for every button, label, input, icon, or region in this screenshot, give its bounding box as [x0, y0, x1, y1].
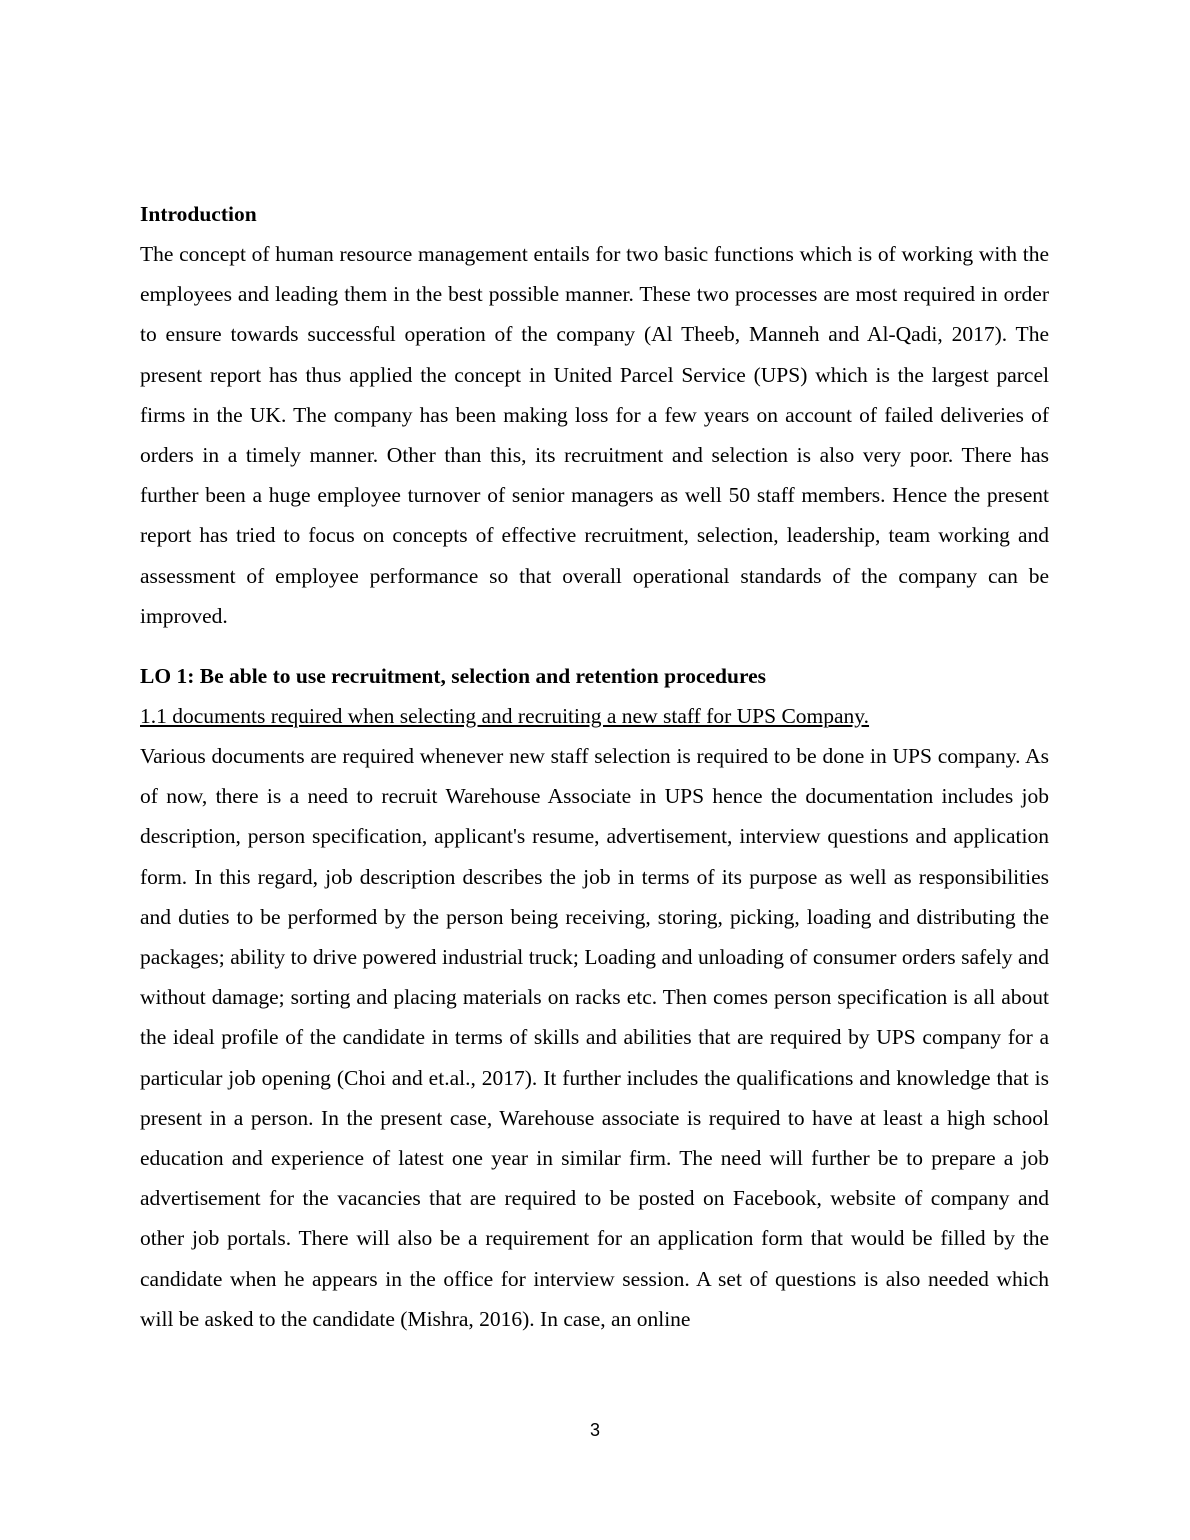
lo1-subheading: 1.1 documents required when selecting and recruiting a new staff for UPS Company.: [140, 704, 870, 729]
page-number: 3: [589, 1420, 600, 1440]
lo1-paragraph: Various documents are required whenever new staff selection is required to be done in UPS company. As of now, there is a need to recruit Warehouse Associate in UPS hence the documentation includes job description, person specification, applicant's resume, advertisement, interview questions and application form. In this regard, job description describes the job in terms of its purpose as well as responsibilities and duties to be performed by the person being receiving, storing, picking, loading and distributing the packages; ability to drive powered industrial truck; Loading and unloading of consumer orders safely and without damage; sorting and placing materials on racks etc. Then comes person specification is all about the ideal profile of the candidate in terms of skills and abilities that are required by UPS company for a particular job opening (Choi and et.al., 2017). It further includes the qualifications and knowledge that is present in a person. In the present case, Warehouse associate is required to have at least a high school education and experience of latest one year in similar firm. The need will further be to prepare a job advertisement for the vacancies that are required to be posted on Facebook, website of company and other job portals. There will also be a requirement for an application form that would be filled by the candidate when he appears in the office for interview session. A set of questions is also needed which will be asked to the candidate (Mishra, 2016). In case, an online: [140, 744, 1049, 1331]
page-content: [140, 194, 1049, 1339]
introduction-heading: Introduction: [140, 202, 257, 226]
introduction-paragraph: The concept of human resource management entails for two basic functions which is of working with the employees and leading them in the best possible manner. These two processes are most required in order to ensure towards successful operation of the company (Al Theeb, Manneh and Al-Qadi, 2017). The present report has thus applied the concept in United Parcel Service (UPS) which is the largest parcel firms in the UK. The company has been making loss for a few years on account of failed deliveries of orders in a timely manner. Other than this, its recruitment and selection is also very poor. There has further been a huge employee turnover of senior managers as well 50 staff members. Hence the present report has tried to focus on concepts of effective recruitment, selection, leadership, team working and assessment of employee performance so that overall operational standards of the company can be improved.: [140, 242, 1049, 628]
section-spacer: [140, 636, 1049, 656]
lo1-heading: LO 1: Be able to use recruitment, selection and retention procedures: [140, 664, 767, 689]
